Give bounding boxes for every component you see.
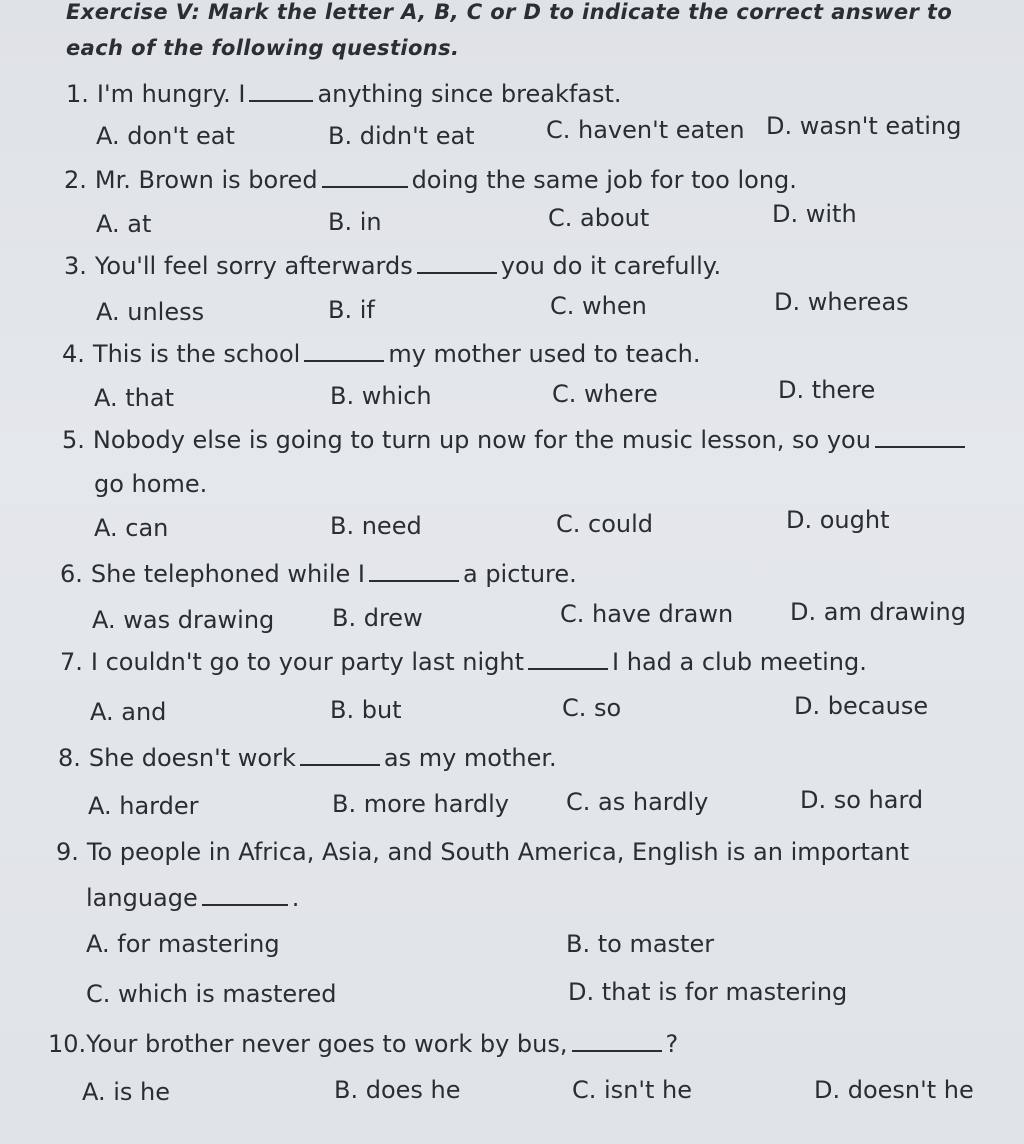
question-text-after: a picture. bbox=[462, 560, 577, 588]
answer-blank bbox=[369, 560, 459, 582]
option-a: A. and bbox=[90, 698, 167, 726]
question-text-before: Your brother never goes to work by bus, bbox=[86, 1030, 568, 1058]
answer-blank bbox=[572, 1030, 662, 1052]
question-text-before: You'll feel sorry afterwards bbox=[94, 252, 413, 280]
question-number: 9. bbox=[56, 838, 79, 866]
question-2 bbox=[64, 166, 797, 194]
question-3 bbox=[64, 252, 721, 280]
option-d: D. wasn't eating bbox=[766, 112, 962, 140]
answer-blank bbox=[304, 340, 384, 362]
option-b: B. which bbox=[330, 382, 432, 410]
question-text-after: . bbox=[291, 884, 300, 912]
question-text-after: anything since breakfast. bbox=[317, 80, 622, 108]
question-6 bbox=[60, 560, 577, 588]
question-number: 3. bbox=[64, 252, 87, 280]
question-text-before: Nobody else is going to turn up now for the music lesson, so you bbox=[92, 426, 871, 454]
question-text-after: my mother used to teach. bbox=[388, 340, 701, 368]
question-number: 1. bbox=[66, 80, 89, 108]
option-c: C. about bbox=[548, 204, 650, 232]
question-text-after: I had a club meeting. bbox=[612, 648, 867, 676]
question-10 bbox=[48, 1030, 678, 1058]
option-d: D. whereas bbox=[774, 288, 909, 316]
option-a: A. for mastering bbox=[86, 930, 280, 958]
option-a: A. that bbox=[94, 384, 174, 412]
option-b: B. does he bbox=[334, 1076, 461, 1104]
option-c: C. haven't eaten bbox=[546, 116, 745, 144]
option-b: B. didn't eat bbox=[328, 122, 475, 150]
question-number: 6. bbox=[60, 560, 83, 588]
option-d: D. because bbox=[794, 692, 929, 720]
option-c: C. where bbox=[552, 380, 658, 408]
option-c: C. as hardly bbox=[566, 788, 709, 816]
option-a: A. can bbox=[94, 514, 169, 542]
option-d: D. ought bbox=[786, 506, 890, 534]
question-1 bbox=[66, 80, 622, 108]
option-d: D. with bbox=[772, 200, 857, 228]
question-number: 8. bbox=[58, 744, 81, 772]
exercise-instruction: each of the following questions. bbox=[66, 36, 460, 60]
option-a: A. is he bbox=[82, 1078, 171, 1106]
question-8 bbox=[58, 744, 557, 772]
question-9-continued bbox=[86, 884, 299, 912]
option-b: B. in bbox=[328, 208, 382, 236]
question-text-after: ? bbox=[665, 1030, 679, 1058]
question-text-before: She doesn't work bbox=[88, 744, 296, 772]
answer-blank bbox=[417, 252, 497, 274]
exercise-title: Exercise V: Mark the letter A, B, C or D to indicate the correct answer to bbox=[66, 0, 953, 24]
answer-blank bbox=[249, 80, 313, 102]
question-text-after: as my mother. bbox=[383, 744, 557, 772]
option-d: D. so hard bbox=[800, 786, 924, 814]
option-c: C. when bbox=[550, 292, 647, 320]
answer-blank bbox=[322, 166, 408, 188]
option-a: A. was drawing bbox=[92, 606, 275, 634]
question-number: 4. bbox=[62, 340, 85, 368]
option-d: D. am drawing bbox=[790, 598, 967, 626]
option-d: D. doesn't he bbox=[814, 1076, 974, 1104]
question-number: 2. bbox=[64, 166, 87, 194]
question-5-continued: go home. bbox=[94, 470, 208, 498]
question-text-before: This is the school bbox=[92, 340, 301, 368]
question-text-after: doing the same job for too long. bbox=[411, 166, 797, 194]
question-9 bbox=[56, 838, 909, 866]
question-text-before: I'm hungry. I bbox=[96, 80, 246, 108]
answer-blank bbox=[528, 648, 608, 670]
option-d: D. there bbox=[778, 376, 876, 404]
question-5 bbox=[62, 426, 969, 454]
option-c: C. so bbox=[562, 694, 622, 722]
option-a: A. don't eat bbox=[96, 122, 235, 150]
answer-blank bbox=[300, 744, 380, 766]
question-text-before: I couldn't go to your party last night bbox=[90, 648, 525, 676]
question-text-before: She telephoned while I bbox=[90, 560, 365, 588]
option-a: A. unless bbox=[96, 298, 205, 326]
option-c: C. isn't he bbox=[572, 1076, 693, 1104]
question-number: 7. bbox=[60, 648, 83, 676]
question-4 bbox=[62, 340, 700, 368]
question-text-before: Mr. Brown is bored bbox=[94, 166, 318, 194]
question-text-before: To people in Africa, Asia, and South America, English is an important bbox=[86, 838, 910, 866]
option-c: C. which is mastered bbox=[86, 980, 337, 1008]
option-b: B. more hardly bbox=[332, 790, 509, 818]
option-b: B. to master bbox=[566, 930, 715, 958]
option-b: B. drew bbox=[332, 604, 423, 632]
option-b: B. if bbox=[328, 296, 375, 324]
option-b: B. need bbox=[330, 512, 422, 540]
question-number: 10. bbox=[48, 1030, 87, 1058]
option-b: B. but bbox=[330, 696, 402, 724]
question-text-after: you do it carefully. bbox=[500, 252, 722, 280]
answer-blank bbox=[875, 426, 965, 448]
option-a: A. harder bbox=[88, 792, 199, 820]
question-text-line2: language bbox=[86, 884, 198, 912]
option-a: A. at bbox=[96, 210, 152, 238]
answer-blank bbox=[202, 884, 288, 906]
option-d: D. that is for mastering bbox=[568, 978, 848, 1006]
option-c: C. have drawn bbox=[560, 600, 734, 628]
question-number: 5. bbox=[62, 426, 85, 454]
option-c: C. could bbox=[556, 510, 654, 538]
question-7 bbox=[60, 648, 867, 676]
